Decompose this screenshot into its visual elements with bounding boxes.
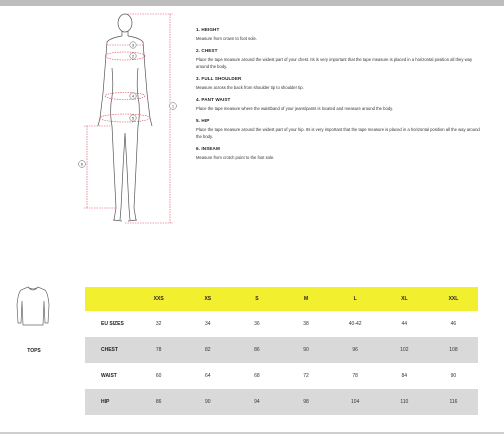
row-label: HIP bbox=[101, 399, 110, 405]
body-measurement-figure bbox=[70, 8, 190, 233]
step-inseam bbox=[196, 146, 486, 161]
column-header: XXS bbox=[153, 296, 164, 302]
marker-height: 1 bbox=[171, 103, 175, 109]
table-row bbox=[85, 337, 478, 363]
table-row bbox=[85, 311, 478, 337]
table-cell: 110 bbox=[400, 399, 409, 405]
table-cell: 90 bbox=[303, 347, 309, 353]
step-chest bbox=[196, 48, 486, 70]
category-label: TOPS bbox=[27, 348, 41, 354]
column-header: M bbox=[303, 296, 309, 302]
figure-head bbox=[118, 14, 132, 32]
step-hip bbox=[196, 118, 486, 140]
table-cell: 104 bbox=[351, 399, 360, 405]
step-full-shoulder bbox=[196, 76, 486, 91]
table-cell: 78 bbox=[352, 373, 358, 379]
step-pant-waist bbox=[196, 97, 486, 112]
step-height bbox=[196, 27, 486, 42]
marker-shoulder: 3 bbox=[131, 42, 135, 48]
step-title: 6. INSEAM bbox=[196, 146, 220, 152]
table-cell: 96 bbox=[352, 347, 358, 353]
table-cell: 64 bbox=[205, 373, 211, 379]
table-cell: 84 bbox=[401, 373, 408, 379]
table-cell: 86 bbox=[254, 347, 260, 353]
table-cell: 38 bbox=[303, 321, 309, 327]
marker-hip: 5 bbox=[131, 115, 135, 121]
figure-torso bbox=[98, 36, 152, 126]
measurement-instructions bbox=[196, 27, 486, 167]
header-empty-cell bbox=[85, 287, 134, 311]
step-title: 4. PANT WAIST bbox=[196, 97, 231, 103]
size-chart-table bbox=[85, 287, 478, 415]
table-row bbox=[85, 363, 478, 389]
size-header-row bbox=[85, 287, 478, 311]
table-cell: 32 bbox=[155, 321, 162, 327]
marker-waist: 4 bbox=[131, 93, 135, 99]
table-cell: 78 bbox=[155, 347, 162, 353]
table-cell: 46 bbox=[450, 321, 457, 327]
marker-chest: 2 bbox=[131, 53, 135, 59]
step-title: 2. CHEST bbox=[196, 48, 218, 54]
table-cell: 34 bbox=[205, 321, 211, 327]
step-description: Measure across the back from shoulder tip to shoulder tip. bbox=[196, 84, 304, 90]
table-cell: 40-42 bbox=[348, 321, 362, 327]
step-description: Measure from crotch point to the foot sole. bbox=[196, 155, 275, 161]
row-label: CHEST bbox=[101, 347, 118, 353]
table-cell: 68 bbox=[254, 373, 260, 379]
table-cell: 90 bbox=[205, 399, 211, 405]
table-cell: 82 bbox=[205, 347, 211, 353]
table-cell: 94 bbox=[254, 399, 260, 405]
marker-inseam: 6 bbox=[80, 161, 84, 167]
step-description: Place the tape measure where the waistband of your jeans/pants is located and measure around the body. bbox=[196, 106, 394, 112]
table-row bbox=[85, 389, 478, 415]
column-header: L bbox=[353, 296, 357, 302]
table-cell: 36 bbox=[254, 321, 260, 327]
top-bar bbox=[0, 0, 504, 6]
table-cell: 108 bbox=[449, 347, 458, 353]
table-cell: 86 bbox=[155, 399, 162, 405]
step-description: Measure from crown to foot sole. bbox=[196, 36, 257, 41]
row-label: EU SIZES bbox=[101, 321, 124, 327]
bottom-divider bbox=[0, 432, 504, 434]
column-header: XS bbox=[204, 296, 212, 302]
table-cell: 90 bbox=[450, 373, 457, 379]
column-header: S bbox=[255, 296, 259, 302]
table-cell: 44 bbox=[401, 321, 408, 327]
step-title: 5. HIP bbox=[196, 118, 210, 124]
table-cell: 98 bbox=[303, 399, 309, 405]
step-title: 1. HEIGHT bbox=[196, 27, 220, 32]
step-description: Place the tape measure around the widest part of your chest. Its is very important that the tape measure is placed in a horizontal position all they way around the body. bbox=[196, 57, 473, 69]
step-title: 3. FULL SHOULDER bbox=[196, 75, 242, 81]
step-description: Place the tape measure around the widest part of your hip. Its is very important that the tape measure is placed in a horizontal position all the way around the body. bbox=[196, 127, 480, 139]
table-cell: 116 bbox=[449, 399, 458, 405]
column-header: XL bbox=[401, 296, 408, 302]
sweater-icon bbox=[16, 285, 50, 327]
row-label: WAIST bbox=[101, 373, 117, 379]
table-cell: 60 bbox=[155, 373, 162, 379]
table-cell: 102 bbox=[400, 347, 409, 353]
figure-legs bbox=[112, 126, 138, 220]
column-header: XXL bbox=[448, 296, 459, 302]
table-cell: 72 bbox=[303, 373, 309, 379]
